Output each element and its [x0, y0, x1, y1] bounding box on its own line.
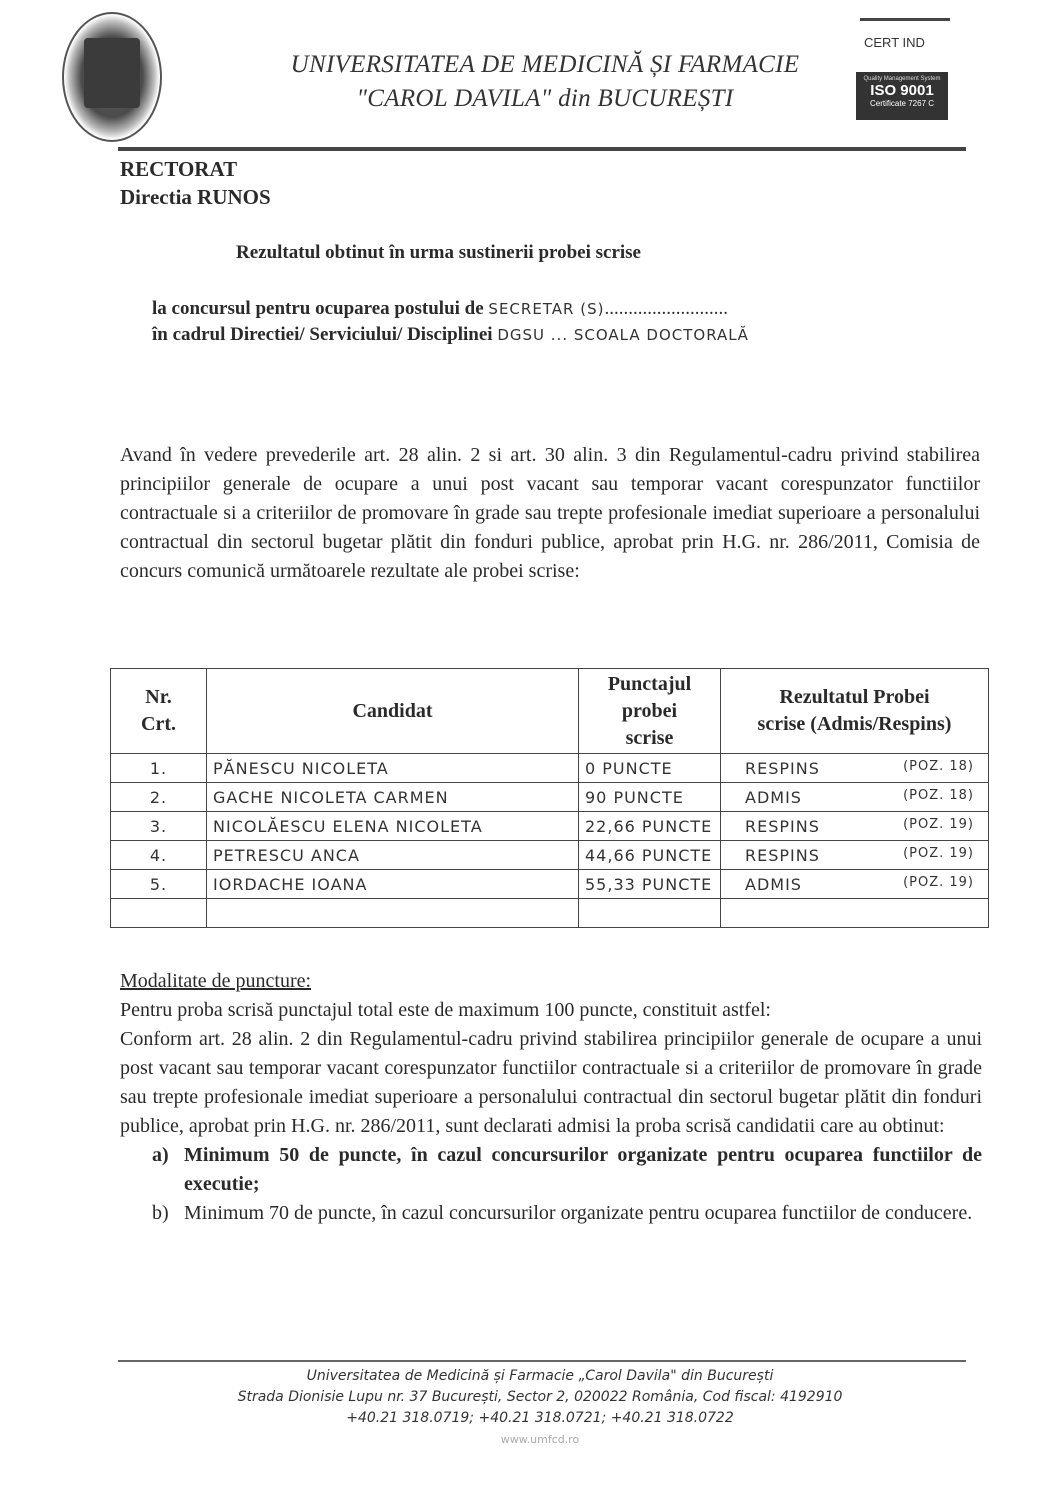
table-row: [111, 754, 989, 783]
row-punctaj: [579, 899, 721, 928]
table-row: [111, 841, 989, 870]
university-name-line1: UNIVERSITATEA DE MEDICINĂ ȘI FARMACIE: [290, 51, 800, 78]
criteria-item-a: a) Minimum 50 de puncte, în cazul concursurilor organizate pentru ocuparea functiilor de executie;: [152, 1144, 982, 1195]
row-rezultat: RESPINS (POZ. 18): [721, 754, 989, 783]
university-name: [200, 48, 890, 116]
modalitate-line1: Pentru proba scrisă punctajul total este de maximum 100 puncte, constituit astfel:: [120, 999, 771, 1021]
header-divider: [118, 147, 966, 151]
row-punctaj: 90 PUNCTE: [579, 783, 721, 812]
table-header-row: [111, 669, 989, 754]
header-nr: Nr. Crt.: [111, 669, 207, 754]
footer-line1: Universitatea de Medicină și Farmacie „Carol Davila" din București: [306, 1368, 774, 1384]
row-nr: 4.: [111, 841, 207, 870]
row-rezultat: RESPINS (POZ. 19): [721, 812, 989, 841]
row-candidat: [207, 899, 579, 928]
certind-logo-icon: CERT IND: [864, 35, 925, 50]
modalitate-section: [120, 967, 982, 1228]
row-candidat: PĂNESCU NICOLETA: [207, 754, 579, 783]
department-value: DGSU ... SCOALA DOCTORALĂ: [497, 326, 749, 344]
post-value: SECRETAR (S): [488, 300, 605, 318]
seal-building-icon: [84, 38, 140, 108]
concurs-info: [152, 296, 749, 348]
post-dots: ..........................: [604, 298, 728, 319]
intro-paragraph: Avand în vedere prevederile art. 28 alin. 2 si art. 30 alin. 3 din Regulamentul-cadru privind stabilirea principiilor generale de ocupare a unui post vacant sau temporar vacant corespunzator functiilor contractuale si a criteriilor de promovare în grade sau trepte profesionale imediat superioare a personalului contractual din sectorul bugetar plătit din fonduri publice, aprobat prin H.G. nr. 286/2011, Comisia de concurs comunică următoarele rezultate ale probei scrise:: [120, 444, 980, 582]
certificate-number: Certificate 7267 C: [869, 99, 935, 108]
row-candidat: NICOLĂESCU ELENA NICOLETA: [207, 812, 579, 841]
table-row: [111, 812, 989, 841]
iso-label: ISO 9001: [870, 82, 934, 99]
row-punctaj: 44,66 PUNCTE: [579, 841, 721, 870]
row-poz: (POZ. 19): [903, 845, 974, 861]
university-name-line2: "CAROL DAVILA" din BUCUREȘTI: [356, 85, 734, 112]
modalitate-heading: Modalitate de puncture:: [120, 970, 312, 992]
criteria-item-b: b) Minimum 70 de puncte, în cazul concursurilor organizate pentru ocuparea functiilor de conducere.: [152, 1202, 973, 1224]
certification-block: [852, 18, 952, 120]
footer-line3: +40.21 318.0719; +40.21 318.0721; +40.21 318.0722: [346, 1410, 734, 1426]
university-seal-icon: [62, 12, 162, 142]
row-rezultat: ADMIS (POZ. 19): [721, 870, 989, 899]
row-rezultat: RESPINS (POZ. 19): [721, 841, 989, 870]
post-prefix: la concursul pentru ocuparea postului de: [152, 298, 484, 319]
row-nr: 3.: [111, 812, 207, 841]
row-punctaj: 0 PUNCTE: [579, 754, 721, 783]
row-punctaj: 55,33 PUNCTE: [579, 870, 721, 899]
row-rezultat: ADMIS (POZ. 18): [721, 783, 989, 812]
directia-label: Directia RUNOS: [120, 185, 271, 209]
row-candidat: PETRESCU ANCA: [207, 841, 579, 870]
footer: [110, 1366, 970, 1450]
table-row-empty: [111, 899, 989, 928]
department-prefix: în cadrul Directiei/ Serviciului/ Disciplinei: [152, 324, 493, 345]
table-row: [111, 783, 989, 812]
footer-line2: Strada Dionisie Lupu nr. 37 București, Sector 2, 020022 România, Cod fiscal: 4192910: [237, 1389, 843, 1405]
row-nr: [111, 899, 207, 928]
header-rezultat: Rezultatul Probei scrise (Admis/Respins): [721, 669, 989, 754]
row-poz: (POZ. 18): [903, 758, 974, 774]
iso-small-text: Quality Management System: [863, 76, 941, 82]
cert-divider: [860, 18, 950, 21]
row-candidat: GACHE NICOLETA CARMEN: [207, 783, 579, 812]
row-nr: 2.: [111, 783, 207, 812]
post-line: [152, 296, 749, 322]
document-title: Rezultatul obtinut în urma sustinerii probei scrise: [236, 242, 641, 263]
row-rezultat: [721, 899, 989, 928]
criteria-list: [120, 1141, 982, 1228]
modalitate-paragraph: Conform art. 28 alin. 2 din Regulamentul-cadru privind stabilirea principiilor generale de ocupare a unui post vacant sau temporar vacant corespunzator functiilor contractuale si a criteriilor de promovare în grade sau trepte profesionale imediat superioare a personalului contractual din sectorul bugetar plătit din fonduri publice, aprobat prin H.G. nr. 286/2011, sunt declarati admisi la proba scrisă candidatii care au obtinut:: [120, 1028, 982, 1137]
footer-website-link[interactable]: www.umfcd.ro: [500, 1433, 580, 1446]
department-line: [152, 322, 749, 348]
footer-divider: [118, 1360, 966, 1362]
table-row: [111, 870, 989, 899]
row-poz: (POZ. 19): [903, 874, 974, 890]
row-punctaj: 22,66 PUNCTE: [579, 812, 721, 841]
row-nr: 1.: [111, 754, 207, 783]
header-punctaj: Punctajul probei scrise: [579, 669, 721, 754]
iso-badge: [856, 72, 948, 120]
results-table: [110, 668, 989, 928]
row-poz: (POZ. 18): [903, 787, 974, 803]
rectorat-label: RECTORAT: [120, 157, 238, 181]
header-candidat: Candidat: [207, 669, 579, 754]
row-candidat: IORDACHE IOANA: [207, 870, 579, 899]
row-nr: 5.: [111, 870, 207, 899]
row-poz: (POZ. 19): [903, 816, 974, 832]
